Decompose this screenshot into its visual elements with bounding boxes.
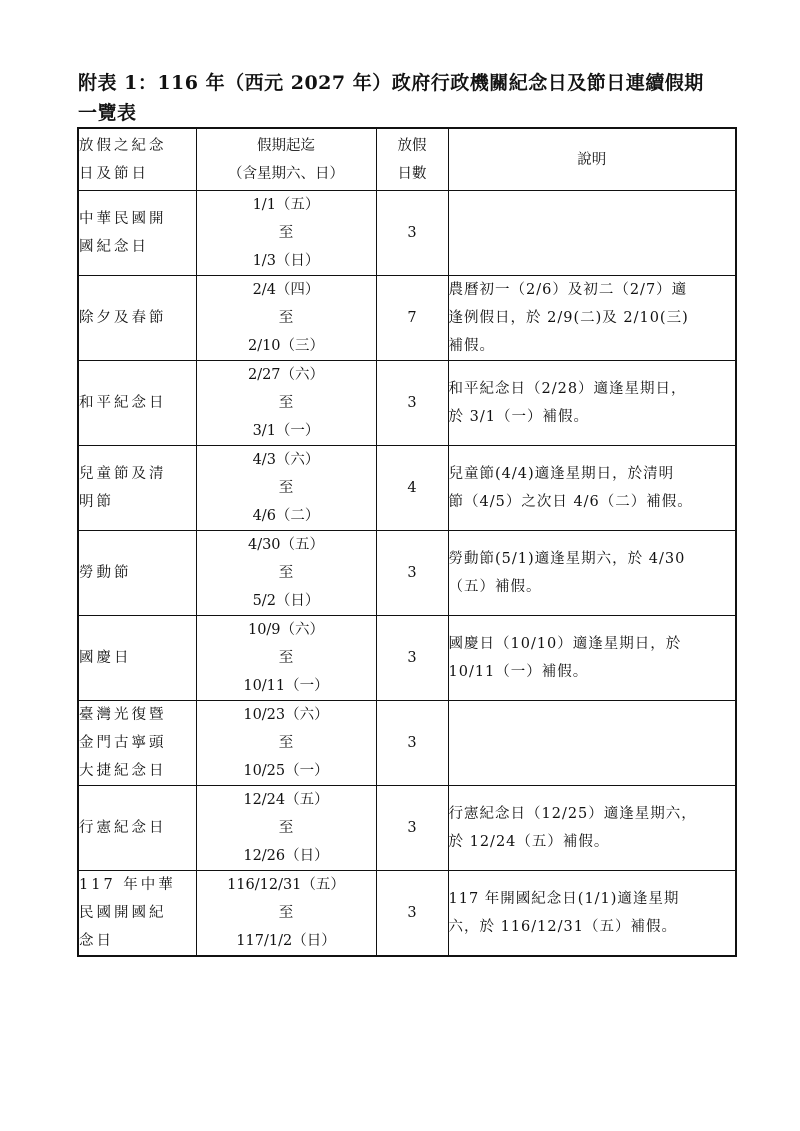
period-to: 至 [278, 905, 294, 921]
table-row [78, 361, 736, 446]
period-start: 4/3（六） [252, 452, 320, 468]
period-start: 10/9（六） [247, 622, 325, 638]
table-row [78, 871, 736, 957]
header-name-line-2: 日及節日 [79, 165, 149, 182]
header-period-line-1: 假期起迄 [257, 137, 315, 154]
period-start: 2/27（六） [247, 367, 325, 383]
holiday-note-line-1: 國慶日（10/10）適逢星期日，於 [448, 636, 682, 652]
holiday-days: 3 [376, 786, 448, 871]
table-row [78, 531, 736, 616]
header-name [78, 128, 196, 191]
holiday-name-line-1: 行憲紀念日 [79, 820, 167, 836]
holiday-name-line-3: 大捷紀念日 [79, 763, 167, 779]
period-start: 1/1（五） [252, 197, 320, 213]
holiday-period [196, 616, 376, 701]
holiday-note-line-3: 補假。 [448, 338, 495, 354]
holiday-name-line-1: 除夕及春節 [79, 310, 167, 326]
holiday-note [448, 786, 736, 871]
holiday-period [196, 871, 376, 957]
holiday-name-line-1: 勞動節 [79, 565, 132, 581]
holiday-days: 3 [376, 701, 448, 786]
holiday-period [196, 276, 376, 361]
header-days-line-1: 放假 [397, 137, 427, 154]
period-start: 4/30（五） [247, 537, 325, 553]
title-line-1: 附表 1：116 年（西元 2027 年）政府行政機關紀念日及節日連續假期 [78, 72, 704, 94]
period-end: 10/11（一） [243, 678, 329, 694]
holiday-note [448, 276, 736, 361]
period-start: 12/24（五） [243, 792, 329, 808]
holiday-note-line-1: 農曆初一（2/6）及初二（2/7）適 [448, 282, 688, 298]
table-row [78, 701, 736, 786]
holiday-note [448, 616, 736, 701]
header-days [376, 128, 448, 191]
holiday-note [448, 701, 736, 786]
holiday-name-line-2: 國紀念日 [79, 239, 149, 255]
period-start: 10/23（六） [243, 707, 329, 723]
holiday-name-line-1: 兒童節及清 [79, 466, 167, 482]
holiday-note-line-2: 六，於 116/12/31（五）補假。 [448, 919, 677, 935]
holiday-note-line-1: 兒童節(4/4)適逢星期日，於清明 [448, 466, 675, 482]
holiday-days: 3 [376, 871, 448, 957]
holiday-period [196, 361, 376, 446]
period-to: 至 [278, 565, 294, 581]
holiday-name [78, 276, 196, 361]
holiday-days: 3 [376, 531, 448, 616]
page-title [78, 68, 738, 128]
period-start: 116/12/31（五） [227, 877, 345, 893]
table-row [78, 616, 736, 701]
holiday-name-line-1: 117 年中華 [79, 877, 176, 893]
holiday-note-line-1: 和平紀念日（2/28）適逢星期日， [448, 381, 687, 397]
table-header-row [78, 128, 736, 191]
period-to: 至 [278, 480, 294, 496]
holiday-name-line-1: 和平紀念日 [79, 395, 167, 411]
holiday-name [78, 361, 196, 446]
holiday-note [448, 361, 736, 446]
holiday-name [78, 616, 196, 701]
period-end: 3/1（一） [252, 423, 320, 439]
holiday-name [78, 446, 196, 531]
header-period [196, 128, 376, 191]
holiday-period [196, 191, 376, 276]
holiday-note [448, 446, 736, 531]
header-note: 說明 [448, 128, 736, 191]
period-to: 至 [278, 395, 294, 411]
holiday-note-line-1: 行憲紀念日（12/25）適逢星期六， [448, 806, 697, 822]
holiday-period [196, 701, 376, 786]
holiday-period [196, 531, 376, 616]
period-to: 至 [278, 225, 294, 241]
holiday-name-line-1: 中華民國開 [79, 211, 167, 227]
period-end: 10/25（一） [243, 763, 329, 779]
period-to: 至 [278, 310, 294, 326]
period-end: 5/2（日） [252, 593, 320, 609]
holiday-days: 3 [376, 191, 448, 276]
holiday-name [78, 871, 196, 957]
holiday-note-line-1: 117 年開國紀念日(1/1)適逢星期 [448, 891, 680, 907]
table-row [78, 276, 736, 361]
holiday-days: 3 [376, 616, 448, 701]
holiday-note-line-2: 逢例假日，於 2/9(二)及 2/10(三) [448, 310, 689, 326]
holiday-table [77, 127, 737, 957]
holiday-note-line-2: 10/11（一）補假。 [448, 664, 589, 680]
holiday-name [78, 531, 196, 616]
header-days-line-2: 日數 [397, 165, 427, 182]
holiday-note [448, 871, 736, 957]
period-end: 12/26（日） [243, 848, 329, 864]
holiday-note-line-1: 勞動節(5/1)適逢星期六，於 4/30 [448, 551, 686, 567]
holiday-name-line-3: 念日 [79, 933, 114, 949]
holiday-note-line-2: 節（4/5）之次日 4/6（二）補假。 [448, 494, 693, 510]
header-period-line-2: （含星期六、日） [228, 165, 344, 182]
holiday-name-line-2: 金門古寧頭 [79, 735, 167, 751]
holiday-days: 3 [376, 361, 448, 446]
table-row [78, 191, 736, 276]
period-to: 至 [278, 735, 294, 751]
period-to: 至 [278, 820, 294, 836]
period-end: 4/6（二） [252, 508, 320, 524]
period-end: 1/3（日） [252, 253, 320, 269]
holiday-name-line-1: 國慶日 [79, 650, 132, 666]
holiday-name-line-2: 民國開國紀 [79, 905, 167, 921]
holiday-name-line-1: 臺灣光復暨 [79, 707, 167, 723]
table-row [78, 786, 736, 871]
header-name-line-1: 放假之紀念 [79, 137, 167, 154]
holiday-note-line-2: 於 12/24（五）補假。 [448, 834, 610, 850]
table-row [78, 446, 736, 531]
holiday-period [196, 786, 376, 871]
period-start: 2/4（四） [252, 282, 320, 298]
period-end: 117/1/2（日） [236, 933, 336, 949]
period-end: 2/10（三） [247, 338, 325, 354]
holiday-name [78, 786, 196, 871]
holiday-days: 4 [376, 446, 448, 531]
title-line-2: 一覽表 [78, 102, 137, 124]
holiday-days: 7 [376, 276, 448, 361]
holiday-note-line-2: （五）補假。 [448, 579, 542, 595]
holiday-name-line-2: 明節 [79, 494, 114, 510]
holiday-name [78, 701, 196, 786]
holiday-period [196, 446, 376, 531]
holiday-note [448, 191, 736, 276]
holiday-name [78, 191, 196, 276]
holiday-note-line-2: 於 3/1（一）補假。 [448, 409, 589, 425]
holiday-note [448, 531, 736, 616]
period-to: 至 [278, 650, 294, 666]
